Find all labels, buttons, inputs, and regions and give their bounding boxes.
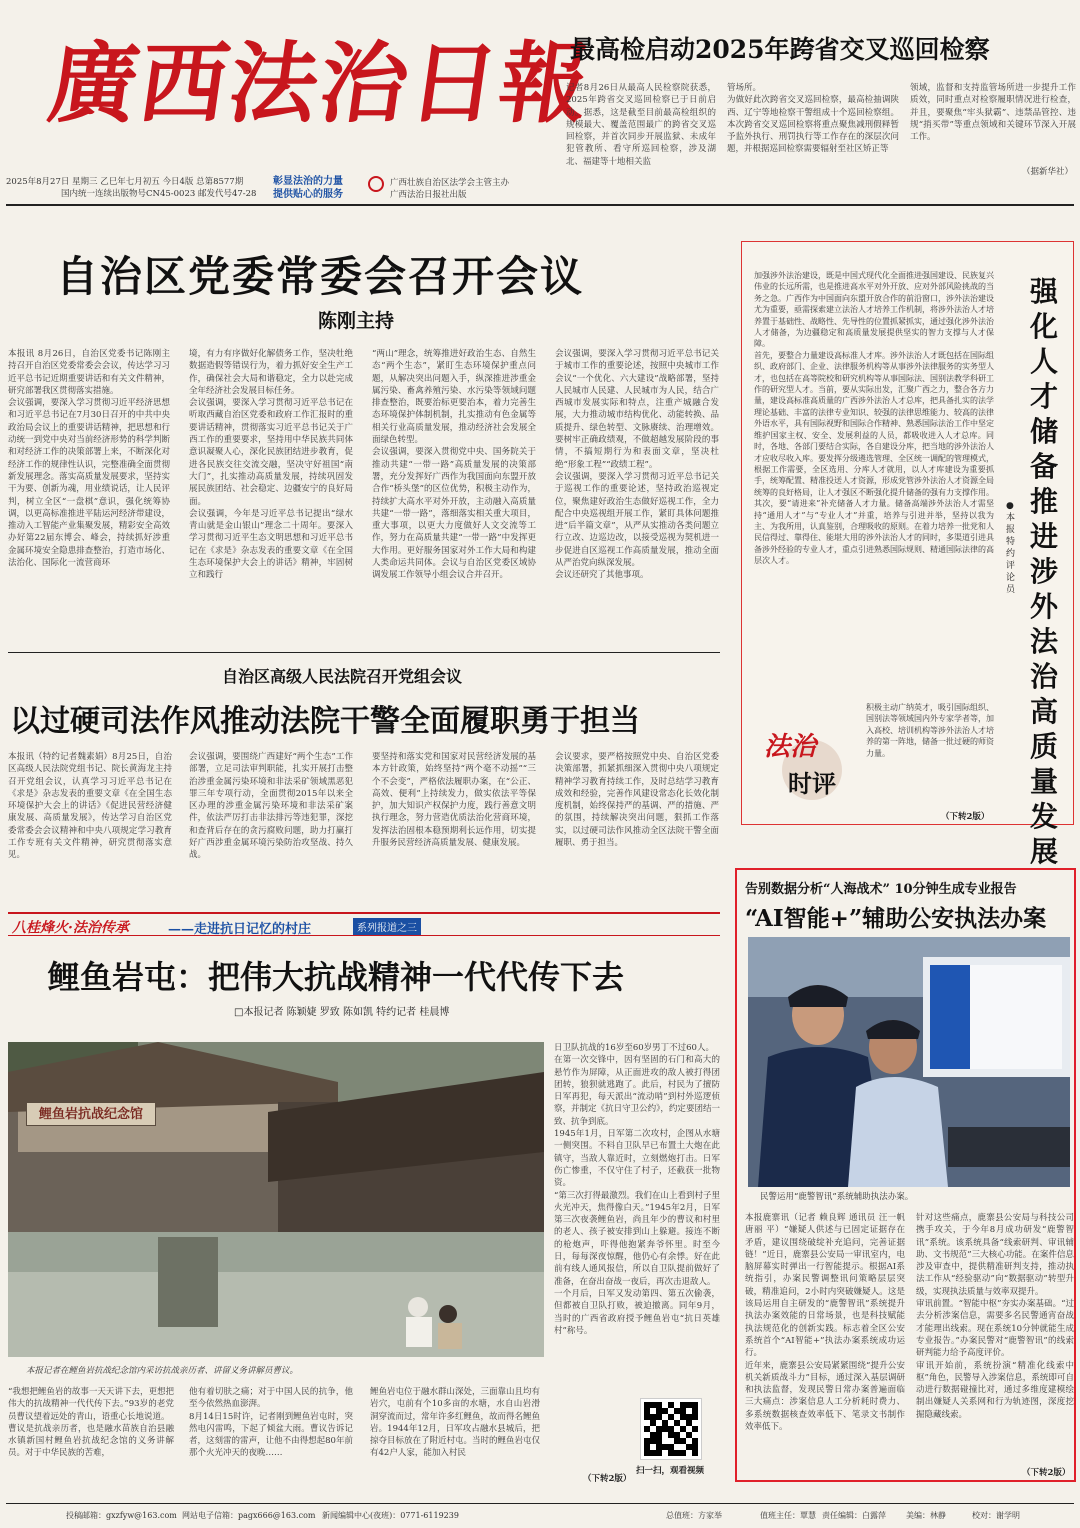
- masthead-divider: [6, 204, 1074, 206]
- ai-kicker: 告别数据分析“人海战术” 10分钟生成专业报告: [745, 882, 1017, 897]
- footer-rule: [6, 1503, 1074, 1504]
- series-tag: 八桂烽火·法治传承: [12, 920, 129, 936]
- date-line: 2025年8月27日 星期三 乙巳年七月初五 今日4版 总第8577期: [6, 177, 244, 187]
- footer-proof: 校对：谢学明: [972, 1511, 1020, 1520]
- lead-headline: 自治区党委常委会召开会议: [56, 252, 585, 301]
- publisher: [390, 177, 509, 201]
- lead-divider: [8, 652, 720, 653]
- memorial-sign: 鲤鱼岩抗战纪念馆: [26, 1102, 156, 1126]
- court-headline: 以过硬司法作风推动法院干警全面履职勇于担当: [10, 704, 640, 739]
- village-photo: [8, 1042, 544, 1357]
- photo-caption: 本报记者在鲤鱼岩抗战纪念馆内采访抗战亲历者、讲留义务讲解员曹议。: [26, 1366, 299, 1376]
- top-story-credit: （据新华社）: [1022, 167, 1074, 177]
- police-photo-illustration: [748, 937, 1070, 1187]
- publisher-emblem-icon: [368, 176, 384, 192]
- footer-chief: 总值班：方家举: [666, 1511, 722, 1520]
- commentary-logo: [760, 722, 856, 812]
- masthead-logo: 廣西法治日報: [42, 31, 598, 135]
- qr-label: 扫一扫，观看视频: [636, 1466, 705, 1476]
- slogan: [273, 175, 343, 201]
- court-col-4: 会议要求，要严格按照党中央、自治区党委决策部署，抓紧抓细深入贯彻中央八项规定精神学习教育持续工作，及时总结学习教育成效和经验，完善作风建设常态化长效化制度机制，始终保持严的基调、严的措施、严的氛围，持续解决突出问题，狠抓工作落实，以过硬司法作风推动全区法院干警全面履职、勇于担当。: [555, 752, 719, 849]
- footer-tel: 新闻编辑中心(夜班)：0771-6119239: [322, 1511, 459, 1520]
- publisher-line-1: 广西壮族自治区法学会主管主办: [390, 178, 510, 188]
- ai-col-1: 本报鹿寨讯（记者 赖良辉 通讯员 汪一帆 唐丽 平）“嫌疑人供述与已固定证据存在矛盾，建议围绕破绽补充追问，完善证据链！”近日，鹿寨县公安局一审讯室内，电脑屏幕实时弹出一行智能提示。根据AI系统指引，办案民警调整讯问策略层层突破，精准追问，2小时内突破嫌疑人。这是该局运用自主研发的“鹿警智讯”系统提升执法办案效能的日常场景，也是科技赋能执法规范化的创新实践。标志着全区公安系统首个“AI智能+”执法办案系统成功运行。 近年来，鹿寨县公安局紧紧围绕“提升公安机关新质战斗力”目标，通过深入基层调研和执法监督，发现民警日常办案普遍面临三大痛点：涉案信息人工分析耗时费力、多系统数据核查效率低下、笔录文书制作效率低下。: [745, 1213, 905, 1433]
- carp-headline: 鲤鱼岩屯：把伟大抗战精神一代代传下去: [48, 958, 625, 996]
- issue-info: [6, 176, 266, 200]
- footer-shift: 值班主任：覃慧: [760, 1511, 816, 1520]
- video-qr-code[interactable]: [640, 1398, 702, 1460]
- court-col-3: 要坚持和落实党和国家对民营经济发展的基本方针政策，始终坚持“两个毫不动摇”“三个不会变”，严格依法履职办案，在“公正、高效、便利”上持续发力，做实依法平等保护，加大知识产权保护力度，践行善意文明执行理念，努力营造优质法治化营商环境，发挥法治固根本稳预期利长远作用，切实提升服务民营经济高质量发展、健康发展。: [372, 752, 536, 849]
- court-col-2: 会议强调，要围绕广西建好“两个生态”工作部署，立足司法审判职能，扎实开展打击整治涉重金属污染环境和非法采矿领域黑恶犯罪三年专项行动，全面贯彻2015年以来全区办理的涉重金属污染环境和非法采矿案件，依法严厉打击非法排污等违犯罪，深挖和查背后存在的贪污腐败问题，助力打赢打好广西涉重金属环境污染防治攻坚战、持久战。: [189, 752, 353, 861]
- carp-right-col: 日卫队抗战的16岁至60岁男丁不过60人。 在第一次交锋中，因有坚固的石门和高大的悬竹作为屏障，从正面进攻的敌人被打得团团转，狼狈就逃跑了。此后，村民为了擅防日军再犯，每天派出“流动哨”到村外巡逻侦察，并制定《抗日守卫公约》，约定要团结一致、抗争到底。 1945年1月，日军第二次攻村，企图从水塘一侧突围。不料自卫队早已布置土大炮在此镇守，当敌人靠近时，立刻燃炮打击。日军伤亡惨重，不仅守住了村子，还截获一批物资。 “第三次打得最激烈。我们在山上看到村子里火光冲天，焦得像白天。”1945年2月，日军第三次夜袭鲤鱼岩，尚且年少的曹议和村里的老人、孩子被安排到山上躲避。接连不断的枪炮声，吓得他抱紧奔爷怀里。时至今日，每每深夜惊醒，他仍心有余悸。好在此前有线人通风报信，所以自卫队提前做好了准备，在奋出奋战一夜后，再次击退敌人。 一个月后，日军又发动第四、第五次偷袭，但都被自卫队打败，被迫撤离。同年9月，当时的广西省政府授予鲤鱼岩屯“抗日英雄村”称号。: [554, 1043, 720, 1336]
- lead-col-1: 本报讯 8月26日，自治区党委书记陈刚主持召开自治区党委常委会会议，传达学习习近平总书记近期重要讲话和有关文件精神，研究部署我区贯彻落实措施。 会议强调，要深入学习贯彻习近平经济思想和习近平总书记在7月30日召开的中共中央政治局会议上的重要讲话精神，把思想和行动统一到党中央对当前经济形势的科学判断和对经济工作的决策部署上来，不断深化对经济工作的规律性认识，完整准确全面贯彻新发展理念。落实高质量发展要求，坚持实干为要、创新为魂，用业绩说话，让人民评判，树立全区“一盘棋”意识，强化统筹协调，以更高标准推进平陆运河经济带建设，推动入工智能产业集聚发展，精彩安全高效办好第22届东博会、峰会，持续抓好涉重金属环境安全隐患排查整治，打造市场化、法治化、国际化一流营商环: [8, 349, 170, 569]
- police-photo: [748, 937, 1070, 1187]
- series-badge: 系列报道之三: [353, 918, 421, 935]
- commentary-continued: （下转2版）: [941, 812, 990, 822]
- series-title: ——走进抗日记忆的村庄: [168, 922, 312, 937]
- village-photo-illustration: [8, 1042, 544, 1357]
- ai-col-2: 针对这些痛点，鹿寨县公安局与科技公司携手攻关，于今年8月成功研发“鹿警智讯”系统。该系统具备“线索研判、审讯辅助、文书规范”三大核心功能。在案件信息涉及审查中，提供精准研判支持，推动执法工作从“经验驱动”向“数据驱动”转型升级，实现执法质量与效率双提升。 审讯前置。“智能中枢”夯实办案基础。“过去分析涉案信息，需要多名民警通宵奋战才能理出线索。现在系统10分钟就能生成专业报告。”办案民警对“鹿警智讯”的线索研判能力给予高度评价。 审讯开始前，系统扮演“精准化线索中枢”角色，民警导入涉案信息，系统即可自动进行数据碰撞比对，通过多维度建模绘制出嫌疑人关系网和行为轨迹图，深度挖掘隐藏线索。: [916, 1213, 1074, 1420]
- commentary-byline: ●本报特约评论员: [1006, 501, 1016, 595]
- top-story-col-2: 管场所。 为做好此次跨省交叉巡回检察，最高检抽调陕西、辽宁等地检察干警组成十个巡回检察组。本次跨省交叉巡回检察将重点聚焦减刑假释暂予监外执行、刑罚执行等工作存在的深层次问题，并根据巡回检察需要辐射至社区矫正等: [727, 83, 899, 155]
- court-col-1: 本报讯（特约记者魏素娟）8月25日，自治区高级人民法院党组书记、院长黄海龙主持召开党组会议，认真学习习近平总书记在《求是》杂志发表的重要文章《在全国生态环境保护大会上的讲话》《促进民营经济健康发展、高质量发展》，传达学习自治区党委常委会会议精神和中央八项规定学习教育工作专班有关文件精神，研究贯彻落实意见。: [8, 752, 172, 861]
- lead-subhead: 陈刚主持: [318, 310, 395, 332]
- issn-line: 国内统一连续出版物号CN45-0023 邮发代号47-28: [61, 189, 257, 199]
- ai-photo-caption: 民警运用“鹿警智讯”系统辅助执法办案。: [760, 1192, 914, 1202]
- publisher-line-2: 广西法治日报社出版: [390, 190, 467, 200]
- top-story-col-1: 记者8月26日从最高人民检察院获悉，2025年跨省交叉巡回检察已于日前启动。据悉，这是截至目前最高检组织的规模最大、覆盖范围最广的跨省交叉巡回检察，并首次同步开展监狱、未成年犯管教所、看守所巡回检察，涉及湖北、福建等十地相关监: [566, 83, 716, 167]
- ai-continued: （下转2版）: [1022, 1468, 1071, 1478]
- slogan-line-1: 彰显法治的力量: [273, 176, 343, 187]
- court-kicker: 自治区高级人民法院召开党组会议: [222, 667, 463, 686]
- commentary-title: 强化人才储备推进涉外法治高质量发展: [1030, 275, 1059, 868]
- ai-headline: “AI智能+”辅助公安执法办案: [745, 905, 1047, 932]
- carp-col-a: “我想把鲤鱼岩的故事一天天讲下去，更想把伟大的抗战精神一代代传下去。”93岁的老党员曹议望着远处的青山，语重心长地说道。 曹议是抗战亲历者，也是融水苗族自治县融水镇新国村鲤鱼岩抗战纪念馆的义务讲解员。对于中华民族的苦难，: [8, 1387, 174, 1459]
- carp-continued: （下转2版）: [583, 1474, 632, 1484]
- footer-editor: 责任编辑：白露萍: [822, 1511, 886, 1520]
- lead-col-4: 会议强调，要深入学习贯彻习近平总书记关于城市工作的重要论述，按照中央城市工作会议“一个优化、六大建设”战略部署，坚持人民城市人民建、人民城市为人民，结合广西城市发展实际和特点，注重产城融合发展，大力推动城市结构优化、动能转换、品质提升、绿色转型、文脉赓续、治理增效。要树牢正确政绩观，不做超越发展阶段的事情，不搞短期行为和表面文章，坚决杜绝“形象工程”“政绩工程”。 会议强调，要深入学习贯彻习近平总书记关于巡视工作的重要论述，坚持政治巡视定位，聚焦建好政治生态做好巡视工作，全力配合中央巡视组开展工作，紧盯具体问题推进“后半篇文章”，从严从实推动各类问题立行立改、边巡边改，以接受巡视为契机进一步促进自区巡视工作高质量发展，推动全面从严治党向纵深发展。 会议还研究了其他事项。: [555, 349, 719, 581]
- commentary-body-end: 积极主动广纳英才，吸引国际组织、国别法等领域国内外专家学者等，加入高校、培训机构等涉外法治人才培养的第一阵地，储备一批过硬的师资力量。: [866, 703, 994, 758]
- commentary-logo-text-2: 时评: [788, 769, 836, 798]
- carp-byline: □本报记者 陈颖婕 罗致 陈如凯 特约记者 桂晨博: [234, 1007, 450, 1018]
- commentary-logo-text-1: 法治: [764, 732, 817, 762]
- commentary-body: 加强涉外法治建设，既是中国式现代化全面推进强国建设、民族复兴伟业的长远所需，也是推进高水平对外开放、应对外部风险挑战的当务之急。广西作为中国面向东盟开放合作的前沿窗口，涉外法治建设尤为重要，亟需探索建立法治人才培养工作机制，将涉外法治人才培养置于基础性、战略性、先导性的位置抓紧抓实，通过强化涉外法治人才储备，为边疆稳定和高质量发展提供坚实的智力支撑与人才保障。 首先，要整合力量建设高标准人才库。涉外法治人才既包括在国际组织、政府部门、企业、法律服务机构等从事涉外法律服务的实务型人才，也包括在高等院校和研究机构等从事国际法、国别法教学科研工作的研究型人才。当前，要从实际出发，汇聚广西之力，整合各方力量，建设高标准高质量的广西涉外法治人才总库，把具备扎实的法学理论基础、丰富的法律专业知识、较强的法律思维能力、较高的法律外语水平，具有国际视野和国际合作精神、熟悉国际法治工作中坚定维护国家主权、安全、发展利益的人员，都吸收进入人才总库。同时，各地、各部门要结合实际，各自建设分库，把当地的涉外法治人才应收尽收入库。要发挥分级遴选管理、全区统一调配的管理模式，根据工作需要，全区选用、分库人才就用，以人才库建设为重要抓手，统筹配置、精准投送人才资源，形成党管涉外法治人才资源全局统筹的良好格局，让人才强区不断强化提升储备的强有力支撑作用。 其次，要“请进来”补充储备人才力量。储备高端涉外法治人才需坚持“通用人才”与“专业人才”并重，培养与引进并举，坚持以我为主、为我所用，认真鉴别，合理吸收的原则。在着力培养一批党和人民信得过、靠得住、能堪大用的涉外法治人才的同时，多渠道引进具备涉外经验的专业人才，重点引进熟悉国际规则、精通国际法律的高层次人才。: [754, 271, 994, 566]
- top-story-headline: 最高检启动2025年跨省交叉巡回检察: [570, 35, 990, 64]
- carp-col-c: 鲤鱼岩屯位于融水群山深处，三面靠山且均有岩穴，屯前有个10多亩的水塘，水自山岩滑洞穿流而过，常年许多红鲤鱼，故而得名鲤鱼岩。1944年12月，日军攻占融水县城后，把掠夺目标放在了附近村屯。当时的鲤鱼岩屯仅有42户人家，能加入村民: [370, 1387, 541, 1459]
- top-story-col-3: 领域，监督和支持监管场所进一步提升工作质效，同时重点对检察履职情况进行检查，并且，要聚焦“牢头狱霸”、违禁品管控、违规“捎买带”等重点领域和关键环节深入开展工作。: [910, 83, 1076, 143]
- footer-art: 美编：林静: [906, 1511, 946, 1520]
- series-bar: [8, 912, 720, 936]
- footer-web: 网站电子信箱：pagx666@163.com: [182, 1511, 316, 1520]
- lead-col-3: “两山”理念，统筹推进好政治生态、自然生态“两个生态”，紧盯生态环境保护重点问题，从解决突出问题入手，纵深推进涉重金属污染、畜禽养殖污染、水污染等领域问题排查整治，既要治标更要治本，着力完善生态环境保护体制机制，扎实推动有色金属等相关行业高质量发展，推动经济社会发展全面绿色转型。 会议强调，要深入贯彻党中央、国务院关于推动共建“一带一路”高质量发展的决策部署，充分发挥好广西作为我国面向东盟开放合作“桥头堡”的区位优势，积极主动作为，持续扩大高水平对外开放，主动融入高质量共建“一带一路”，落细落实相关重大项目，重大事项，以更大力度做好人文交流等工作，努力在高质量共建“一带一路”中发挥更大作用。更好服务国家对外工作大局和构建人类命运共同体。会议与自治区党委区域协调发展工作领导小组会议合并召开。: [372, 349, 536, 581]
- slogan-line-2: 提供贴心的服务: [273, 189, 343, 200]
- carp-col-b: 他有着切肤之痛；对于中国人民的抗争，他至今依然热血澎湃。 8月14日15时许，记者刚到鲤鱼岩屯时，突然电闪雷鸣，下起了倾盆大雨。曹议告诉记者，这刻雷的雷声，让他不由得想起80年前那个火光冲天的夜晚……: [189, 1387, 353, 1459]
- footer: [0, 1510, 1080, 1524]
- footer-email: 投稿邮箱：gxzfyw@163.com: [66, 1511, 177, 1520]
- lead-col-2: 境，有力有序做好化解债务工作，坚决牡绝数据造假等错误行为，着力抓好安全生产工作，确保社会大局和谐稳定，全力以赴完成全年经济社会发展目标任务。 会议强调，要深入学习贯彻习近平总书记在听取西藏自治区党委和政府工作汇报时的重要讲话精神，贯彻落实习近平总书记关于广西工作的重要要求，坚持用中华民族共同体意识凝聚人心，深化民族团结进步教育，促进各民族交往交流交融，坚决守好祖国“南大门”，扎实推动高质量发展，持续巩固发展民族团结、社会稳定、边疆安宁的良好局面。 会议强调，今年是习近平总书记提出“绿水青山就是金山银山”理念二十周年。要深入学习贯彻习近平生态文明思想和习近平总书记在《求是》杂志发表的重要文章《在全国生态环境保护大会上的讲话》精神，牢固树立和践行: [189, 349, 353, 581]
